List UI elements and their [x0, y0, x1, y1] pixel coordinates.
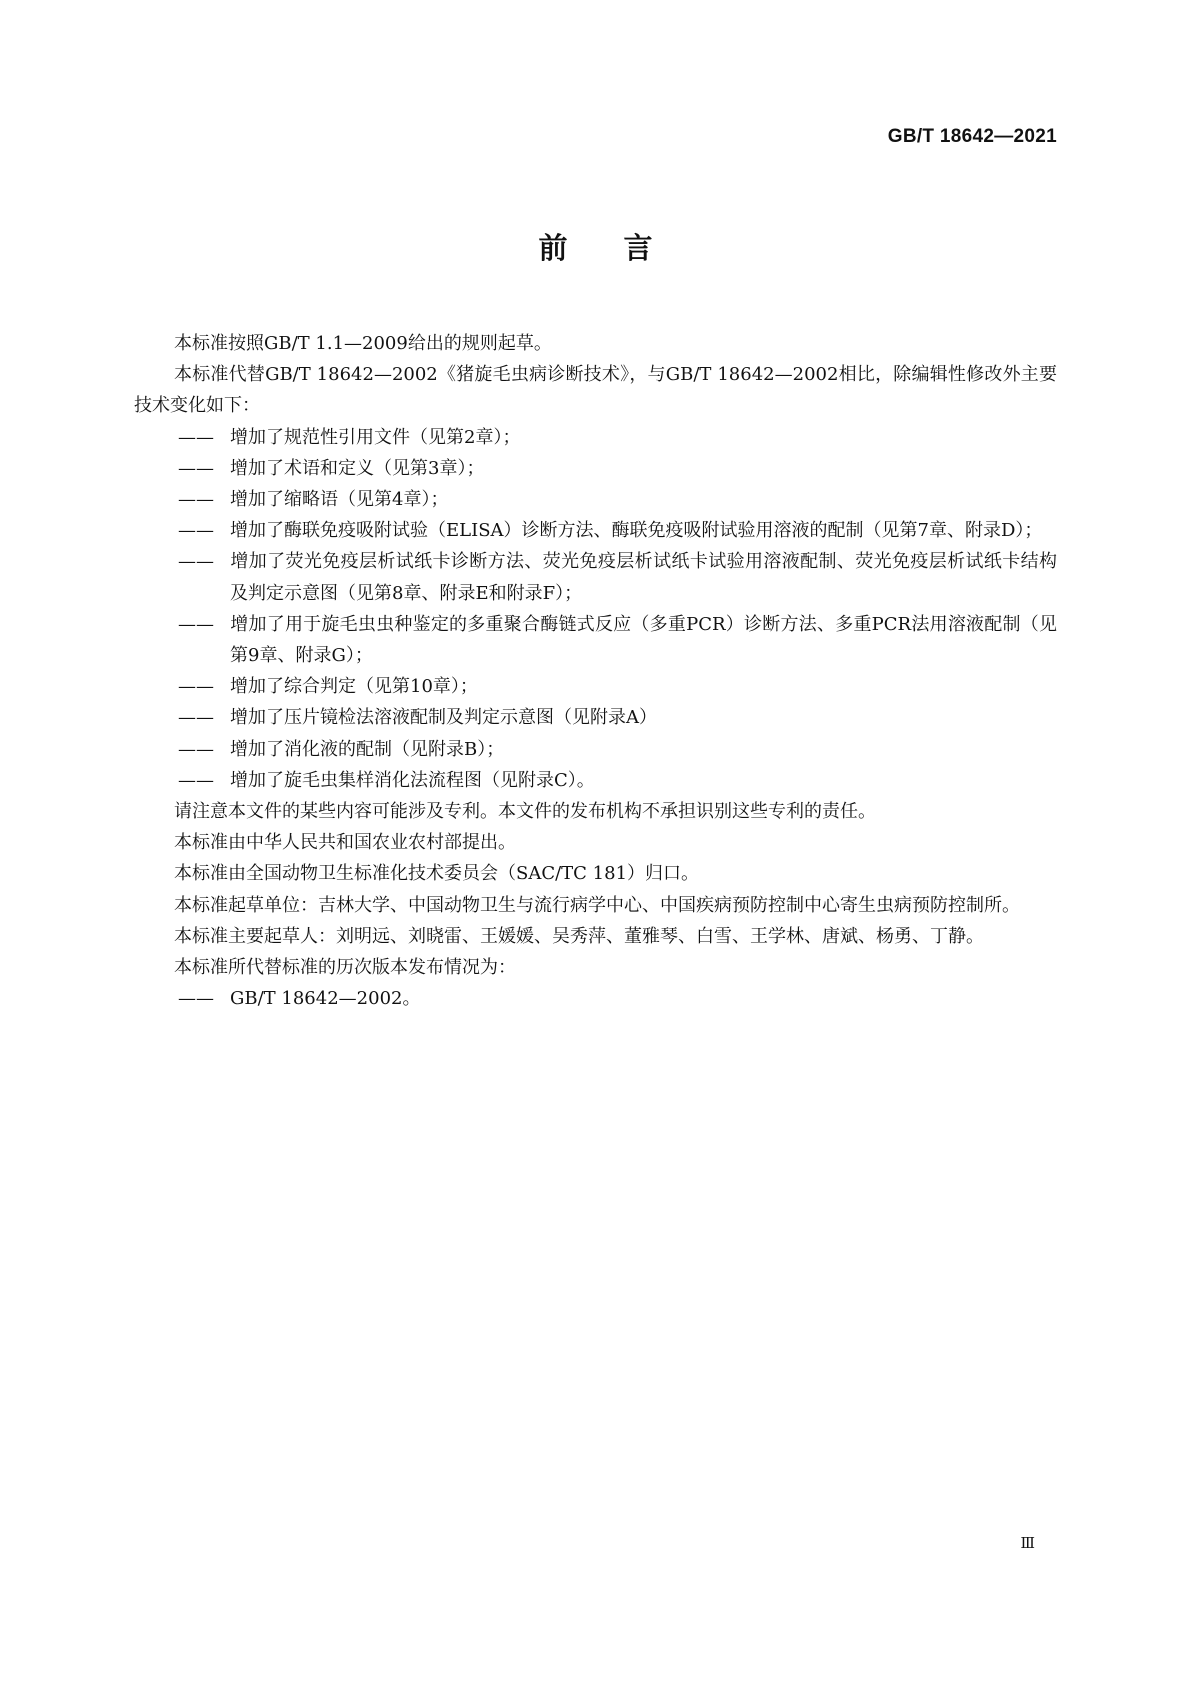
- page-title: 前言: [538, 231, 709, 265]
- paragraph-drafters: 本标准主要起草人：刘明远、刘晓雷、王媛媛、吴秀萍、董雅琴、白雪、王学林、唐斌、杨勇、丁静。: [174, 925, 984, 947]
- list-item-text: 增加了旋毛虫集样消化法流程图（见附录C）。: [230, 769, 595, 791]
- list-dash: ——: [178, 988, 214, 1010]
- list-item: [134, 453, 1057, 484]
- list-item: [134, 609, 1057, 671]
- list-dash: ——: [178, 426, 214, 448]
- list-item: [134, 422, 1057, 453]
- list-item-text: 增加了荧光免疫层析试纸卡诊断方法、荧光免疫层析试纸卡试验用溶液配制、荧光免疫层析试纸卡结构及判定示意图（见第8章、附录E和附录F）；: [230, 551, 1057, 604]
- list-item-text: 增加了缩略语（见第4章）；: [230, 489, 449, 511]
- list-dash: ——: [178, 613, 214, 635]
- list-dash: ——: [178, 551, 214, 573]
- list-item-text: 增加了规范性引用文件（见第2章）；: [230, 426, 521, 448]
- list-item: [134, 734, 1057, 765]
- list-item: [134, 671, 1057, 702]
- list-dash: ——: [178, 520, 214, 542]
- list-item-text: 增加了压片镜检法溶液配制及判定示意图（见附录A）: [230, 707, 657, 729]
- list-item: [134, 765, 1057, 796]
- list-dash: ——: [178, 457, 214, 479]
- list-dash: ——: [178, 676, 214, 698]
- paragraph-proposed-by: 本标准由中华人民共和国农业农村部提出。: [174, 832, 516, 854]
- list-dash: ——: [178, 489, 214, 511]
- list-item: [134, 546, 1057, 608]
- paragraph-drafting-units: 本标准起草单位：吉林大学、中国动物卫生与流行病学中心、中国疾病预防控制中心寄生虫病预防控制所。: [174, 894, 1020, 916]
- list-dash: ——: [178, 707, 214, 729]
- paragraph-drafting-rules: 本标准按照GB/T 1.1—2009给出的规则起草。: [174, 333, 552, 354]
- document-body: [134, 328, 1057, 1014]
- paragraph-centralized-by: 本标准由全国动物卫生标准化技术委员会（SAC/TC 181）归口。: [174, 863, 700, 885]
- list-item: [134, 484, 1057, 515]
- list-item: [134, 983, 1057, 1014]
- list-item-text: 增加了酶联免疫吸附试验（ELISA）诊断方法、酶联免疫吸附试验用溶液的配制（见第7章、附录D）；: [230, 520, 1043, 542]
- paragraph-patent-notice: 请注意本文件的某些内容可能涉及专利。本文件的发布机构不承担识别这些专利的责任。: [174, 801, 876, 823]
- list-item: [134, 702, 1057, 733]
- list-item-text: 增加了术语和定义（见第3章）；: [230, 457, 485, 479]
- page-number: Ⅲ: [1020, 1534, 1035, 1552]
- list-item-text: 增加了消化液的配制（见附录B）；: [230, 738, 505, 760]
- list-item-text: 增加了综合判定（见第10章）；: [230, 676, 478, 698]
- list-dash: ——: [178, 738, 214, 760]
- list-dash: ——: [178, 769, 214, 791]
- paragraph-replacement: 本标准代替GB/T 18642—2002《猪旋毛虫病诊断技术》，与GB/T 18642—2002相比，除编辑性修改外主要技术变化如下：: [134, 364, 1057, 417]
- standard-code: GB/T 18642—2021: [887, 126, 1057, 147]
- list-item-text: 增加了用于旋毛虫虫种鉴定的多重聚合酶链式反应（多重PCR）诊断方法、多重PCR法用溶液配制（见第9章、附录G）；: [230, 613, 1057, 667]
- list-item: [134, 515, 1057, 546]
- list-item-text: GB/T 18642—2002。: [230, 988, 421, 1010]
- paragraph-history-intro: 本标准所代替标准的历次版本发布情况为：: [174, 957, 516, 979]
